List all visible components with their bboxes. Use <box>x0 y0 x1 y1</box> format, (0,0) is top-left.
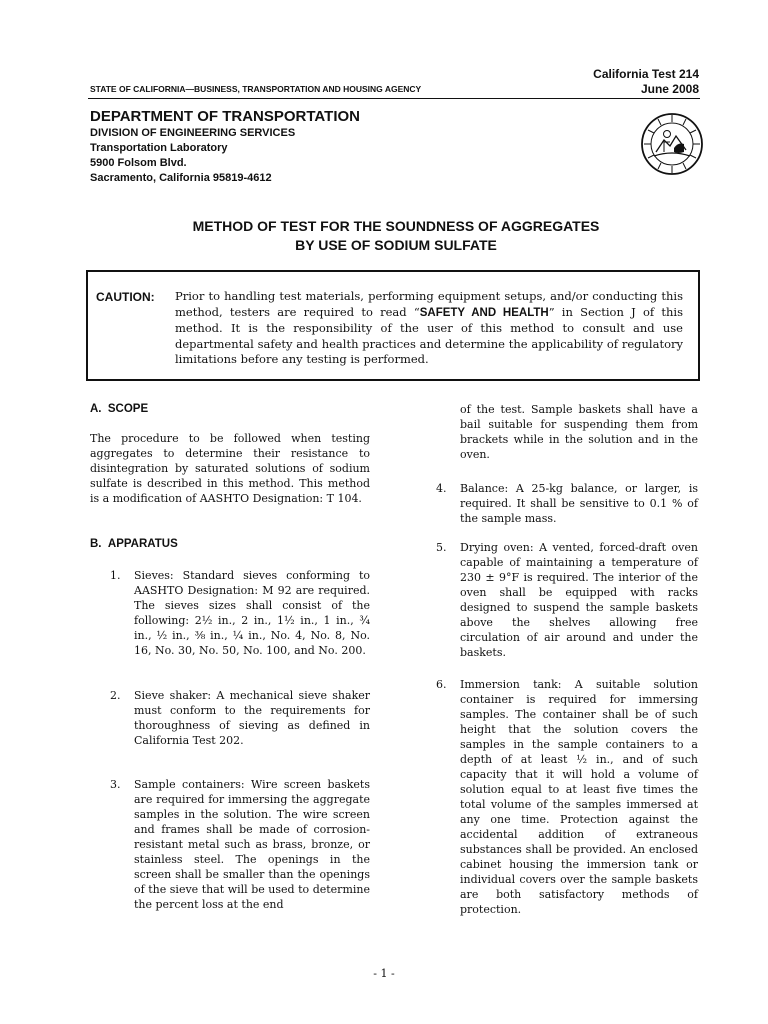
item-text: Drying oven: A vented, forced-draft oven capable of maintaining a temperature of 230 ± 9°F is required. The interior of the oven shall be equipped with racks designed to suspend the sample baskets above the shelves allowing free circulation of air around and under the baskets. <box>460 541 698 659</box>
caution-text-end: ” in Section J of this method. It is the responsibility of the user of this method to consult and use departmental safety and health practices and determine the applicability of regulatory limitations before any testing is performed. <box>175 304 683 366</box>
address-block <box>90 126 295 186</box>
address-line: Sacramento, California 95819-4612 <box>90 172 272 184</box>
scope-heading: A. SCOPE <box>90 403 149 415</box>
list-item <box>110 777 370 927</box>
address-line: 5900 Folsom Blvd. <box>90 157 187 169</box>
title-line: METHOD OF TEST FOR THE SOUNDNESS OF AGGREGATES <box>192 218 600 234</box>
item-text: of the test. Sample baskets shall have a bail suitable for suspending them from brackets while in the solution and in the oven. <box>460 403 698 461</box>
address-line: Transportation Laboratory <box>90 142 228 154</box>
item-text: Sample containers: Wire screen baskets are required for immersing the aggregate samples in the solution. The wire screen and frames shall be made of corrosion-resistant metal such as brass, bronze, or stainless steel. The openings in the screen shall be smaller than the openings of the sieve that will be used to determine the percent loss at the end <box>134 778 370 911</box>
department-name: DEPARTMENT OF TRANSPORTATION <box>90 108 360 125</box>
apparatus-heading: B. APPARATUS <box>90 538 178 550</box>
test-name: California Test 214 <box>593 67 699 81</box>
item-number: 1. <box>110 569 121 582</box>
item-number: 5. <box>436 541 447 554</box>
item-text: Sieves: Standard sieves conforming to AASHTO Designation: M 92 are required. The sieves sizes shall consist of the following: 2½ in., 2 in., 1½ in., 1 in., ¾ in., ½ in., ⅜ in., ¼ in., No. 4, No. 8, No. 16, No. 30, No. 50, No. 100, and No. 200. <box>134 569 370 657</box>
item-text: Balance: A 25-kg balance, or larger, is required. It shall be sensitive to 0.1 % of the sample mass. <box>460 482 698 525</box>
header-rule <box>88 98 700 99</box>
page-number: - 1 - <box>373 967 395 980</box>
list-item <box>436 540 698 660</box>
address-line: DIVISION OF ENGINEERING SERVICES <box>90 127 296 139</box>
item-text: Immersion tank: A suitable solution container is required for immersing samples. The container shall be of such height that the solution covers the samples in the sample containers to a depth of at least ½ in., and of such capacity that it will hold a volume of solution equal to at least five times the total volume of the samples immersed at any one time. Protection against the accidental addition of extraneous substances shall be provided. An enclosed cabinet housing the immersion tank or individual covers over the sample baskets are both satisfactory methods of protection. <box>460 678 698 916</box>
list-item <box>110 688 370 763</box>
caution-emphasis: SAFETY AND HEALTH <box>419 306 549 319</box>
caution-text-start: Prior to handling test materials, performing equipment setups, and/or conducting this method, testers are required to read “ <box>175 289 683 319</box>
list-item <box>436 481 698 526</box>
state-seal-icon <box>640 112 704 176</box>
title-line: BY USE OF SODIUM SULFATE <box>295 237 497 253</box>
caution-label: CAUTION: <box>96 290 155 304</box>
test-identifier <box>593 67 699 97</box>
item-number: 4. <box>436 482 447 495</box>
list-item-continued <box>436 402 698 462</box>
test-date: June 2008 <box>640 82 699 96</box>
scope-paragraph: The procedure to be followed when testing aggregates to determine their resistance to disintegration by saturated solutions of sodium sulfate is described in this method. This method is a modification of AASHTO Designation: T 104. <box>90 432 370 505</box>
list-item <box>436 677 698 932</box>
caution-text <box>175 289 683 368</box>
item-number: 3. <box>110 778 121 791</box>
document-title <box>90 217 702 255</box>
item-text: Sieve shaker: A mechanical sieve shaker must conform to the requirements for thoroughness of sieving as defined in California Test 202. <box>134 689 370 747</box>
agency-line: STATE OF CALIFORNIA—BUSINESS, TRANSPORTATION AND HOUSING AGENCY <box>90 84 422 94</box>
item-number: 6. <box>436 678 447 691</box>
list-item <box>110 568 370 673</box>
item-number: 2. <box>110 689 121 702</box>
